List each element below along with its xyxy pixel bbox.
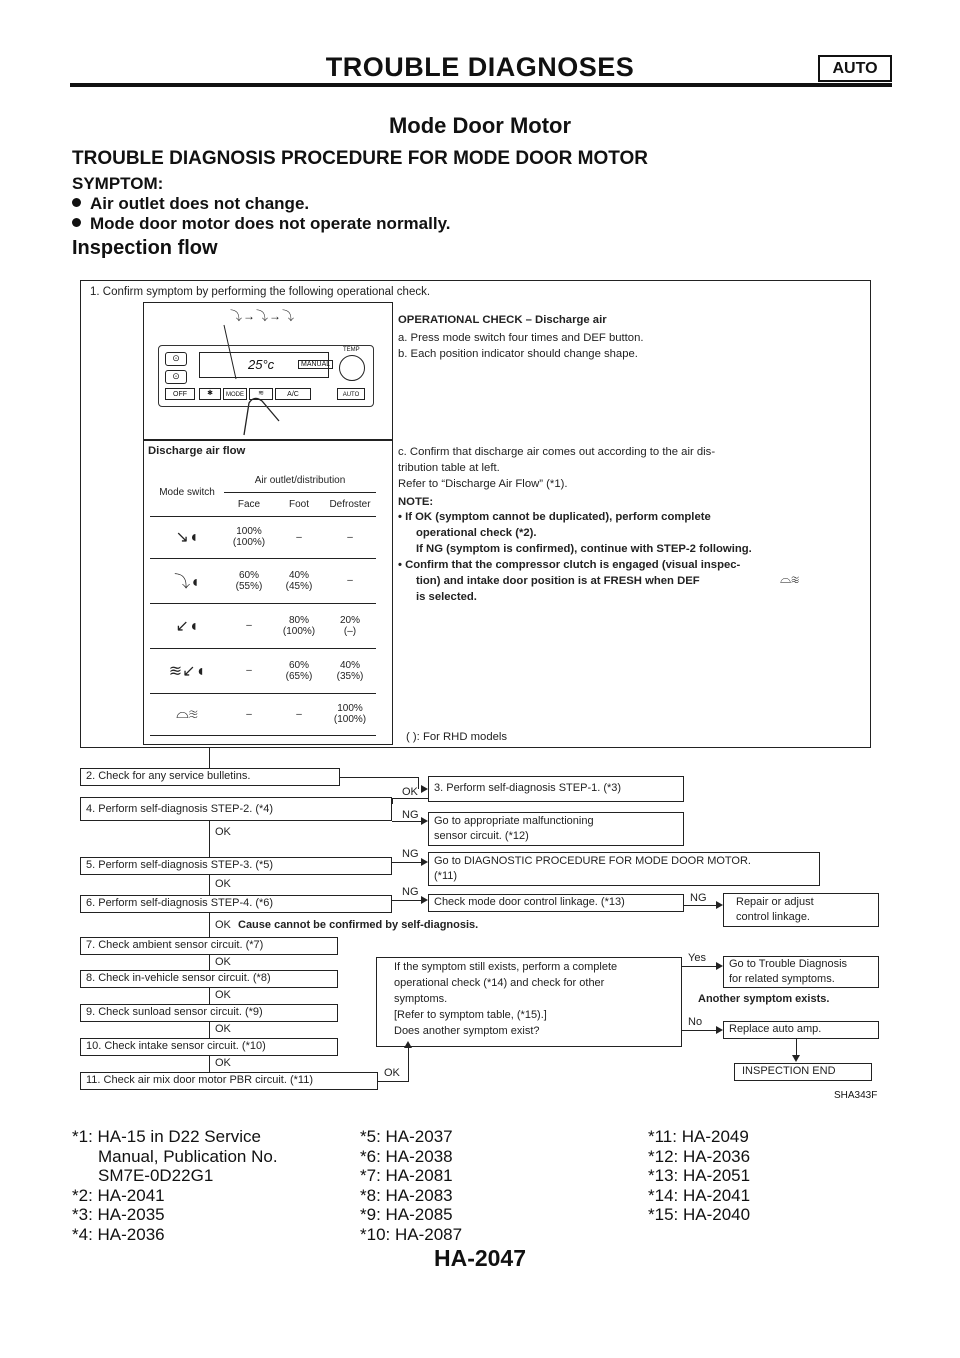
- cell: (35%): [336, 670, 364, 682]
- cell: (100%): [232, 537, 266, 548]
- defrost-icon: ⌓≋: [780, 570, 799, 586]
- ok-label: OK: [215, 878, 231, 890]
- step6-text: 6. Perform self-diagnosis STEP-4. (*6): [86, 897, 274, 909]
- yes-l1: Go to Trouble Diagnosis: [729, 958, 848, 970]
- footnote: *12: HA-2036: [648, 1146, 751, 1166]
- flow-line: [209, 1056, 210, 1072]
- flow-line: [209, 988, 210, 1004]
- cell: 20%: [339, 614, 360, 626]
- fan-button[interactable]: ✱: [199, 388, 221, 400]
- table-row: [150, 516, 376, 558]
- figure-code: SHA343F: [834, 1090, 878, 1101]
- flow-line: [682, 966, 716, 967]
- flow-line: [392, 821, 422, 822]
- footnote: *10: HA-2087: [360, 1224, 463, 1244]
- step10-text: 10. Check intake sensor circuit. (*10): [86, 1040, 266, 1052]
- flow-line: [684, 905, 716, 906]
- auto-badge: AUTO: [818, 55, 892, 82]
- flow-line: [682, 1030, 716, 1031]
- table-row: [150, 693, 376, 735]
- outlet-header: Air outlet/distribution: [224, 470, 376, 492]
- question-l4: [Refer to symptom table, (*15).]: [394, 1009, 547, 1021]
- mode-icons-sequence: ⤵→⤵→⤵: [230, 309, 296, 323]
- flow-line: [209, 821, 210, 857]
- replace-text: Replace auto amp.: [729, 1023, 822, 1035]
- step3-text: 3. Perform self-diagnosis STEP-1. (*3): [434, 782, 622, 794]
- table-row: [150, 603, 376, 648]
- ng5-l2: (*11): [434, 870, 458, 882]
- note1-l2: operational check (*2).: [416, 527, 537, 539]
- no-label: No: [688, 1016, 703, 1028]
- flow-line: [340, 777, 418, 778]
- note-c1: c. Confirm that discharge air comes out according to the air dis-: [398, 446, 716, 458]
- temp-knob[interactable]: [339, 355, 365, 381]
- arrow-icon: [716, 1026, 723, 1034]
- table-row: [150, 558, 376, 603]
- cause-text: Cause cannot be confirmed by self-diagnosis.: [238, 919, 479, 931]
- step11-text: 11. Check air mix door motor PBR circuit. (*11): [86, 1074, 313, 1086]
- ng-label: NG: [402, 886, 419, 898]
- cell: (–): [343, 625, 357, 637]
- footnote: *2: HA-2041: [72, 1185, 165, 1205]
- flow-line: [408, 1048, 409, 1082]
- question-l3: symptoms.: [394, 993, 448, 1005]
- ac-control-panel: [158, 345, 374, 407]
- yes-l2: for related symptoms.: [729, 973, 835, 985]
- inspection-flow-title: Inspection flow: [72, 237, 218, 259]
- auto-button[interactable]: AUTO: [337, 388, 365, 400]
- control-panel-figure: [143, 302, 393, 440]
- flow-line: [378, 1081, 408, 1082]
- discharge-title: Discharge air flow: [148, 445, 246, 457]
- step9-text: 9. Check sunload sensor circuit. (*9): [86, 1006, 263, 1018]
- def-button[interactable]: ≋: [249, 388, 273, 400]
- flow-line: [392, 798, 393, 804]
- ok-label: OK: [215, 826, 231, 838]
- bullet-icon: [72, 198, 81, 207]
- ok-label: OK: [215, 1023, 231, 1035]
- footnote: *14: HA-2041: [648, 1185, 751, 1205]
- repair-l2: control linkage.: [736, 911, 810, 923]
- ok-label: OK: [215, 919, 231, 931]
- flow-line: [209, 748, 210, 768]
- op-check-title: OPERATIONAL CHECK – Discharge air: [398, 314, 607, 326]
- another-symptom-text: Another symptom exists.: [698, 993, 830, 1005]
- cell: 100%: [236, 526, 262, 537]
- off-button[interactable]: OFF: [165, 388, 195, 400]
- footnote: *3: HA-2035: [72, 1205, 165, 1224]
- op-check-a: a. Press mode switch four times and DEF button.: [398, 332, 644, 344]
- note-c2: tribution table at left.: [398, 462, 500, 474]
- step2-text: 2. Check for any service bulletins.: [86, 770, 251, 782]
- note-c3: Refer to “Discharge Air Flow” (*1).: [398, 478, 568, 490]
- page-header-title: TROUBLE DIAGNOSES: [325, 52, 635, 82]
- rhd-note: ( ): For RHD models: [406, 731, 508, 743]
- cell: –: [274, 693, 324, 735]
- ac-button[interactable]: A/C: [275, 388, 311, 400]
- mode-switch-header: Mode switch: [150, 470, 224, 516]
- ng5-l1: Go to DIAGNOSTIC PROCEDURE FOR MODE DOOR MOTOR.: [434, 855, 751, 867]
- arrow-icon: [421, 817, 428, 825]
- flow-line: [209, 1022, 210, 1038]
- arrow-icon: [716, 962, 723, 970]
- arrow-icon: [421, 785, 428, 793]
- ng-label: NG: [402, 848, 419, 860]
- op-check-b: b. Each position indicator should change shape.: [398, 348, 638, 360]
- discharge-table: [150, 470, 376, 736]
- bi-level-vent-icon: ⤵◖: [150, 558, 224, 603]
- cell: (100%): [282, 625, 316, 637]
- flow-line: [392, 798, 428, 799]
- foot-def-vent-icon: ≋↙◖: [150, 648, 224, 693]
- cell: –: [324, 558, 376, 603]
- arrow-down-icon: [792, 1055, 800, 1062]
- cell: 80%: [288, 614, 309, 626]
- footnote: *6: HA-2038: [360, 1146, 453, 1166]
- step8-text: 8. Check in-vehicle sensor circuit. (*8): [86, 972, 271, 984]
- header-rule: [70, 83, 892, 87]
- panel-knob-top: ⊙: [165, 352, 187, 366]
- cell: 60%: [238, 569, 259, 581]
- footnotes-col2: [360, 1127, 462, 1244]
- cell: (45%): [285, 580, 313, 592]
- section-title: Mode Door Motor: [388, 113, 572, 138]
- symptom-label: SYMPTOM:: [72, 174, 164, 193]
- bullet-icon: [72, 218, 81, 227]
- note1-l1: • If OK (symptom cannot be duplicated), perform complete: [398, 511, 711, 523]
- cell: 60%: [288, 659, 309, 671]
- ng4-l1: Go to appropriate malfunctioning: [434, 815, 594, 827]
- inspection-end-text: INSPECTION END: [742, 1065, 836, 1077]
- footnote: *11: HA-2049: [648, 1127, 749, 1146]
- question-l5: Does another symptom exist?: [394, 1025, 540, 1037]
- footnote: Manual, Publication No.: [98, 1146, 278, 1166]
- footnote: *5: HA-2037: [360, 1127, 453, 1146]
- procedure-title: TROUBLE DIAGNOSIS PROCEDURE FOR MODE DOOR MOTOR: [72, 148, 649, 169]
- cell: –: [224, 648, 274, 693]
- panel-temp: 25°c: [248, 357, 275, 372]
- footnote: *1: HA-15 in D22 Service: [72, 1127, 261, 1146]
- note1-l3: If NG (symptom is confirmed), continue with STEP-2 following.: [416, 543, 752, 555]
- table-row: [150, 648, 376, 693]
- cell: –: [224, 603, 274, 648]
- flow-line: [392, 862, 422, 863]
- symptom-item: Air outlet does not change.: [72, 194, 309, 214]
- flow-line: [209, 913, 210, 937]
- step7-text: 7. Check ambient sensor circuit. (*7): [86, 939, 264, 951]
- flow-line: [209, 875, 210, 895]
- footnote: *8: HA-2083: [360, 1185, 453, 1205]
- note-label: NOTE:: [398, 496, 434, 508]
- cell: 100%: [337, 703, 363, 714]
- cell: 40%: [339, 659, 360, 671]
- yes-label: Yes: [688, 952, 706, 964]
- step4-text: 4. Perform self-diagnosis STEP-2. (*4): [86, 803, 274, 815]
- arrow-icon: [421, 858, 428, 866]
- foot-vent-icon: ↙◖: [150, 603, 224, 648]
- symptom-item: Mode door motor does not operate normally.: [72, 214, 451, 234]
- ok-label: OK: [215, 989, 231, 1001]
- flow-line: [392, 900, 422, 901]
- panel-manual: MANUAL: [298, 360, 333, 369]
- question-l1: If the symptom still exists, perform a complete: [394, 961, 618, 973]
- ok-label: OK: [215, 1057, 231, 1069]
- note2-l2: tion) and intake door position is at FRESH when DEF: [416, 575, 700, 587]
- footnote: *7: HA-2081: [360, 1166, 453, 1185]
- flow-line: [418, 777, 419, 789]
- arrow-icon: [421, 896, 428, 904]
- step1-text: 1. Confirm symptom by performing the following operational check.: [90, 286, 431, 298]
- ok-label: OK: [384, 1067, 400, 1079]
- note2-l1: • Confirm that the compressor clutch is engaged (visual inspec-: [398, 559, 741, 571]
- cell: (65%): [285, 670, 313, 682]
- ng-label: NG: [690, 892, 707, 904]
- ok-label: OK: [215, 956, 231, 968]
- cell: –: [274, 516, 324, 558]
- ng4-l2: sensor circuit. (*12): [434, 830, 529, 842]
- arrow-icon: [716, 901, 723, 909]
- note2-l3: is selected.: [416, 591, 477, 603]
- ng6-text: Check mode door control linkage. (*13): [434, 896, 625, 908]
- footnote: *9: HA-2085: [360, 1205, 453, 1224]
- cell: (100%): [333, 714, 367, 725]
- ng-label: NG: [402, 809, 419, 821]
- step5-text: 5. Perform self-diagnosis STEP-3. (*5): [86, 859, 274, 871]
- question-l2: operational check (*14) and check for other: [394, 977, 605, 989]
- footnote: SM7E-0D22G1: [98, 1166, 214, 1185]
- cell: (55%): [235, 580, 263, 592]
- page-code: HA-2047: [433, 1245, 527, 1271]
- footnote: *13: HA-2051: [648, 1166, 751, 1185]
- cell: 40%: [288, 569, 309, 581]
- panel-display: [199, 352, 329, 378]
- flow-line: [209, 955, 210, 971]
- footnotes-col1: [72, 1127, 278, 1244]
- col-face: Face: [224, 492, 274, 516]
- panel-knob-bottom: ⊙: [165, 370, 187, 384]
- panel-temp-label: TEMP: [343, 347, 360, 353]
- footnote: *15: HA-2040: [648, 1205, 751, 1224]
- cell: –: [224, 693, 274, 735]
- repair-l1: Repair or adjust: [736, 896, 814, 908]
- mode-button[interactable]: MODE: [223, 388, 247, 400]
- ok-label: OK: [402, 786, 418, 798]
- footnotes-col3: [648, 1127, 750, 1225]
- cell: –: [324, 516, 376, 558]
- face-vent-icon: ↘◖: [150, 516, 224, 558]
- footnote: *4: HA-2036: [72, 1224, 165, 1244]
- col-foot: Foot: [274, 492, 324, 516]
- col-defroster: Defroster: [324, 492, 376, 516]
- defrost-icon: ⌓≋: [150, 693, 224, 735]
